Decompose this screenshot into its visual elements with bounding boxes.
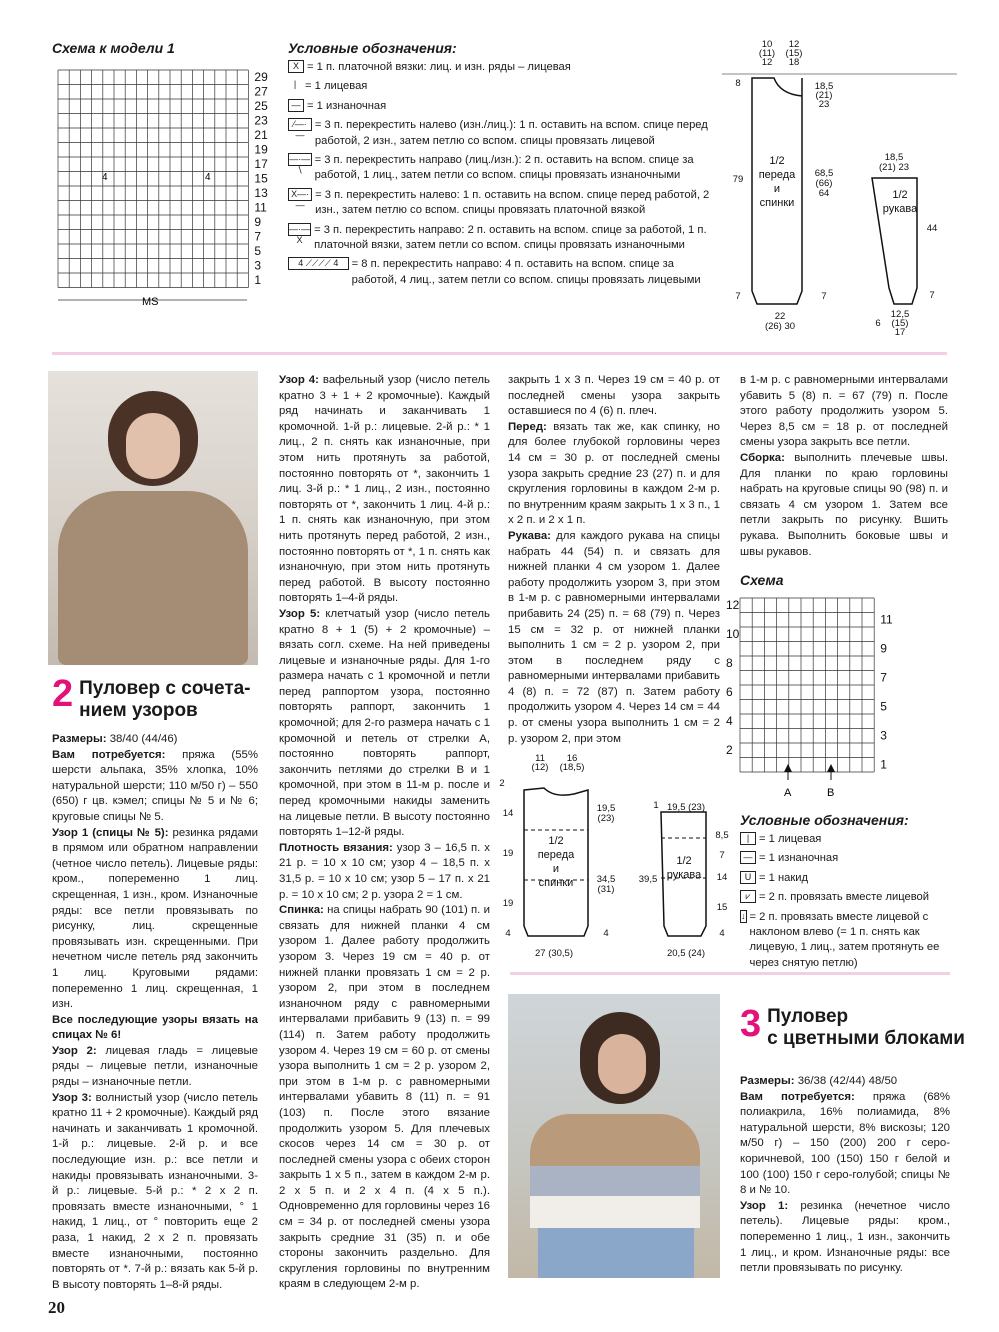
legend1-item: 4 ⟋⟋⟋⟋ 4 = 8 п. перекрестить направо: 4 п. оставить на вспом. спице за работой, 4 лиц., затем петли со вспом. спицы провязать лицевыми <box>288 257 718 288</box>
svg-text:18,5: 18,5 <box>884 152 904 163</box>
article3-title: 3 Пуловер с цветными блоками <box>740 1003 965 1049</box>
face-shape <box>598 1034 646 1094</box>
divider <box>52 352 947 355</box>
arrow-a-label: A <box>784 787 792 799</box>
paragraph-lead: Вам потребуется: <box>740 1090 855 1103</box>
svg-text:(15): (15) <box>891 318 909 329</box>
svg-text:16: 16 <box>566 753 578 764</box>
svg-text:(21) 23: (21) 23 <box>878 162 910 173</box>
knit-icon: | <box>740 832 756 845</box>
paragraph-lead: Узор 5: <box>279 607 321 620</box>
svg-text:и: и <box>773 183 781 195</box>
schema2-row-number: 5 <box>880 699 887 714</box>
article2-title: 2 Пуловер с сочета- нием узоров <box>52 673 251 721</box>
paragraph <box>740 373 948 451</box>
schema1-row-number: 19 <box>254 142 268 157</box>
svg-text:10: 10 <box>761 39 773 50</box>
paragraph-text: выполнить плечевые швы. Для планки по краю горловины набрать на круговые спицы 90 (98) п. и связать 4 см узором 1. Затем все петли закрыть по рисунку. Вшить рукава. Выполнить боковые швы и швы рукавов. <box>740 451 948 558</box>
cross-left-purl-icon: ⁄—·— <box>288 118 312 131</box>
paragraph-text: вафельный узор (число петель кратно 3 + 1 + 2 кромочные). Каждый ряд начинать и заканчивать 1 кромочной. 1-й р.: лицевые. 2-й р.: * 1 лиц., 2 п. снять как изнаночные, при этом нить протянуть за работой, постоянно повторять от *, закончить 1 лиц. 3-й р.: * 1 лиц., 2 изн., постоянно повторять от *, закончить 1 лиц. 4-й р.: 1 п. снять как изнаночную, при этом нить протянуть перед работой, 2 изн., постоянно повторять от *, 1 п. снять как изнаночную, при этом нить протянуть перед работой. В высоту постоянно повторять 1–4-й ряды. <box>279 374 490 605</box>
schema2-row-number: 1 <box>880 757 887 772</box>
cross-left-garter-icon: X—·— <box>288 188 312 201</box>
page-number: 20 <box>48 1298 65 1317</box>
svg-text:64: 64 <box>818 188 830 199</box>
paragraph-lead: Узор 2: <box>52 1044 97 1057</box>
svg-text:переда: переда <box>537 849 575 861</box>
schema1-row-number: 21 <box>254 128 268 142</box>
knit-icon: | <box>293 79 297 90</box>
svg-text:(31): (31) <box>597 884 615 895</box>
svg-text:34,5: 34,5 <box>596 874 616 885</box>
paragraph <box>52 748 258 826</box>
schema2-chart <box>726 596 906 808</box>
cable-8-icon: 4 ⟋⟋⟋⟋ 4 <box>288 257 349 270</box>
legend2 <box>740 832 950 975</box>
sweater-block-white <box>530 1196 700 1228</box>
svg-text:7: 7 <box>719 850 725 861</box>
schema1-row-number: 13 <box>254 186 268 200</box>
schema1-row-number: 3 <box>254 258 262 273</box>
schema1-ms: MS <box>142 296 159 308</box>
svg-text:(11): (11) <box>758 48 776 59</box>
pattern2-diagram <box>496 750 732 968</box>
model-photo-3 <box>508 994 720 1278</box>
svg-text:(26) 30: (26) 30 <box>764 321 796 332</box>
schema1-row-number: 9 <box>254 215 262 229</box>
svg-text:4: 4 <box>603 928 609 939</box>
paragraph-text: узор 3 – 16,5 п. х 21 р. = 10 х 10 см; узор 4 – 18,5 п. х 31,5 р. = 10 х 10 см; узор 5 – 17 п. х 21 р. = 10 х 10 см; 2 р. узора 2 = 1 см. <box>279 841 490 901</box>
paragraph-lead: Сборка: <box>740 451 785 464</box>
schema2-row-number: 11 <box>880 612 893 627</box>
sweater-block-blue <box>530 1166 700 1196</box>
schema2-row-number: 10 <box>726 627 740 641</box>
schema2-row-number: 7 <box>880 670 887 685</box>
schema1-row-number: 23 <box>254 113 268 128</box>
schema2-row-number: 12 <box>726 598 740 612</box>
paragraph <box>740 1199 950 1277</box>
svg-text:1/2: 1/2 <box>676 855 692 867</box>
divider <box>510 972 950 975</box>
legend1-item: X—·— = 3 п. перекрестить налево: 1 п. оставить на вспом. спице перед работой, 2 изн., затем петлю со вспом. спицы провязать платочной вязкой <box>288 188 718 219</box>
svg-text:(21): (21) <box>815 90 833 101</box>
face-shape <box>126 413 180 479</box>
svg-text:1/2: 1/2 <box>548 835 564 847</box>
schema1-row-number: 17 <box>254 157 268 171</box>
paragraph-text: пряжа (55% шерсти альпака, 35% хлопка, 10% натуральной шерсти; 110 м/50 г) – 550 (650) г цв. кэмел; спицы № 5 и № 6; круговые спицы № 5. <box>52 748 258 823</box>
svg-text:рукава: рукава <box>666 869 702 881</box>
k2tog-icon: ⩗ <box>740 890 756 903</box>
sweater-shape <box>58 491 248 665</box>
svg-text:19: 19 <box>502 898 514 909</box>
paragraph-text: резинка рядами в прямом или обратном направлении (четное число петель). Лицевые ряды: кром., попеременно 1 лиц. скрещенная, 1 изн., кром. Изнаночные ряды: все петли провязывать по рисунку, лиц. скрещенные провязывать изн. скрещенными. При нечетном числе петель ряд закончить 1 лиц. Круговыми рядами: попеременно 1 лиц. скрещенная, 1 изн. <box>52 826 258 1011</box>
svg-text:1/2: 1/2 <box>769 155 785 167</box>
schema1-row-number: 11 <box>254 200 267 215</box>
svg-text:2: 2 <box>499 778 505 789</box>
schema2-title: Схема <box>740 572 784 588</box>
legend1-item: —·—X = 3 п. перекрестить направо: 2 п. оставить на вспом. спице за работой, 1 п. платочной вязки, затем петли со вспом. спицы провязать изнаночными <box>289 223 707 252</box>
legend1-title: Условные обозначения: <box>288 40 457 56</box>
paragraph <box>279 903 490 1293</box>
paragraph-lead: Узор 3: <box>52 1091 92 1104</box>
article3-col <box>740 1074 950 1277</box>
paragraph <box>740 1090 950 1199</box>
paragraph-lead: Размеры: <box>740 1075 795 1087</box>
cross-right-purl-icon: —·—∖ <box>289 154 311 176</box>
svg-text:11: 11 <box>535 753 545 764</box>
paragraph <box>508 420 720 529</box>
paragraph <box>279 841 490 903</box>
pattern1-diagram <box>722 36 962 346</box>
paragraph <box>740 451 948 560</box>
paragraph-lead: Узор 4: <box>279 374 319 386</box>
schema1-row-number: 27 <box>254 84 268 99</box>
svg-text:рукава: рукава <box>882 203 918 215</box>
svg-text:44: 44 <box>926 223 938 234</box>
svg-text:1/2: 1/2 <box>892 189 908 201</box>
ssk-icon: ↓ <box>741 910 746 921</box>
paragraph <box>279 607 490 841</box>
paragraph-lead: Все последующие узоры вязать на спицах № 6! <box>52 1013 258 1042</box>
paragraph <box>508 373 720 420</box>
svg-text:1: 1 <box>653 800 659 811</box>
paragraph-text: пряжа (68% полиакрила, 16% полиамида, 8% натуральной шерсти, 8% вискозы; 120 м/50 г) – 150 (200) 200 г серо-коричневой, 100 (150) 150 г белой и 100 (100) 150 г серо-голубой; спицы № 8 и № 10. <box>740 1090 950 1197</box>
paragraph-lead: Узор 1 (спицы № 5): <box>52 826 169 839</box>
paragraph-text: 36/38 (42/44) 48/50 <box>794 1075 898 1087</box>
svg-text:7: 7 <box>929 290 935 301</box>
schema2-row-number: 2 <box>726 743 733 757</box>
paragraph-lead: Вам потребуется: <box>52 748 166 761</box>
arrow-b-label: B <box>827 787 835 799</box>
svg-text:4: 4 <box>719 928 725 939</box>
legend1-item: X = 1 п. платочной вязки: лиц. и изн. ряды – лицевая <box>288 60 718 75</box>
schema1-row-number: 29 <box>254 70 268 84</box>
article2-col4 <box>740 373 948 560</box>
svg-text:(66): (66) <box>815 178 833 189</box>
schema1-row-number: 5 <box>254 244 262 258</box>
svg-text:(12): (12) <box>531 762 549 773</box>
svg-text:14: 14 <box>716 872 728 883</box>
cross-right-garter-icon: —·—X <box>289 223 311 245</box>
paragraph-lead: Размеры: <box>52 733 107 745</box>
paragraph-text: резинка (нечетное число петель). Лицевые ряды: кром., попеременно 1 лиц., 1 изн., закончить 1 лиц., и кром. Изнаночные ряды: все петли провязывать по рисунку. <box>740 1199 950 1275</box>
paragraph-text: на спицы набрать 90 (101) п. и связать для нижней планки 4 см узором 1. Далее работу продолжить узором 3. Через 19 см = 40 р. от нижней планки провязать 1 см = 2 р. узором 2, при этом в последнем изнаночном ряду с равномерными интервалами прибавить 9 (13) п. = 99 (114) п. Затем работу продолжить узором 4. Через 19 см = 60 р. от смены узора выполнить 1 см = 2 р. узором 2, при этом в 1-м р. с равномерными интервалами убавить 8 (11) п. = 91 (103) п. После этого вязание продолжить узором 5. Для плечевых скосов через 14 см = 30 р. от последней смены узора с обеих сторон закрыть 1 х 5 п., затем в каждом 2-м р. 2 х 5 п. и 2 х 4 п. (4 х 5 п.). Одновременно для горловины через 16 см = 34 р. от последней смены узора закрыть средние 31 (35) п. и обе стороны закончить раздельно. Для скругления горловины по внутренним краям в следующем 2-м р. <box>279 904 490 1291</box>
schema2-row-number: 3 <box>880 728 887 743</box>
svg-text:7: 7 <box>821 291 827 302</box>
paragraph-text: для каждого рукава на спицы набрать 44 (54) п. и связать для нижней планки 4 см узором 1. Далее работу продолжить узором 3, при этом в 1-м р. с равномерными интервалами прибавить 24 (25) п. = 68 (79) п. Через 15 см = 32 р. от нижней планки выполнить 1 см = 2 р. узором 2, при этом в последнем ряду с равномерными интервалами прибавить 4 (8) п. = 72 (87) п. Затем работу продолжить узором 4. Через 14 см = 44 р. от смены узора выполнить 1 см = 2 р. узором 2, при этом <box>508 529 720 745</box>
svg-text:12: 12 <box>761 57 773 68</box>
paragraph <box>52 1091 258 1294</box>
schema2-row-number: 6 <box>726 685 733 699</box>
paragraph <box>52 1044 258 1091</box>
model-photo-2 <box>48 371 258 665</box>
svg-text:27 (30,5): 27 (30,5) <box>534 948 574 959</box>
paragraph-lead: Узор 1: <box>740 1199 789 1212</box>
svg-text:8,5: 8,5 <box>715 830 729 841</box>
svg-text:14: 14 <box>502 808 514 819</box>
paragraph-text: закрыть 1 х 3 п. Через 19 см = 40 р. от последней смены узора закрыть оставшиеся по 4 (6) п. плеч. <box>508 374 720 418</box>
article2-col3 <box>508 373 720 747</box>
schema1-title: Схема к модели 1 <box>52 40 175 56</box>
paragraph-lead: Перед: <box>508 420 547 433</box>
legend2-item: | = 1 лицевая <box>740 832 950 847</box>
legend2-item: ↓ = 2 п. провязать вместе лицевой с наклоном влево (= 1 п. снять как лицевую, 1 лиц., затем протянуть ее через снятую петлю) <box>741 910 940 969</box>
svg-text:15: 15 <box>716 902 728 913</box>
paragraph-text: волнистый узор (число петель кратно 11 + 2 кромочные). Каждый ряд начинать и заканчивать 1 кромочной. 1-й р.: лицевые. 2-й р. и все последующие изн. р.: все петли и накиды провязывать изнаночными. 3-й р.: лицевые. 5-й р.: * 2 х 2 п. провязать вместе изнаночными, ° 1 накид, 1 лиц., от ° повторить еще 2 раза, 1 накид, 2 х 2 п. провязать вместе изнаночными, постоянно повторять от *. 7-й р.: вязать как 5-й р. В высоту повторять 1–8-й ряды. <box>52 1091 258 1291</box>
paragraph <box>740 1074 950 1090</box>
schema1-row-number: 7 <box>254 229 262 244</box>
paragraph-text: 38/40 (44/46) <box>106 733 178 745</box>
svg-text:(23): (23) <box>597 813 615 824</box>
legend2-item: — = 1 изнаночная <box>740 851 950 866</box>
paragraph <box>52 1013 258 1044</box>
legend1-item: — = 1 изнаночная <box>288 99 718 114</box>
sweater-block-brown <box>530 1114 700 1166</box>
svg-text:(15): (15) <box>785 48 803 59</box>
yarn-over-icon: U <box>740 871 756 884</box>
svg-text:23: 23 <box>818 99 830 110</box>
schema2-row-number: 4 <box>726 714 733 728</box>
schema2-row-number: 8 <box>726 656 733 670</box>
svg-text:7: 7 <box>735 291 741 302</box>
svg-text:19,5: 19,5 <box>596 803 616 814</box>
legend1 <box>288 60 718 292</box>
svg-text:68,5: 68,5 <box>814 168 834 179</box>
paragraph-text: вязать так же, как спинку, но для более глубокой горловины через 14 см = 30 р. от последней смены узора закрыть средние 23 (27) п. и для скругления горловины в каждом 2-м р. по внутренним краям закрыть 1 х 3 п., 1 х 2 п. и 2 х 1 п. <box>508 420 720 527</box>
schema1-row-number: 15 <box>254 171 268 186</box>
svg-text:12,5: 12,5 <box>890 309 910 320</box>
svg-text:(18,5): (18,5) <box>559 762 585 773</box>
purl-icon: — <box>288 99 304 112</box>
article2-col1 <box>52 732 258 1293</box>
svg-text:спинки: спинки <box>538 877 574 889</box>
schema1-row-number: 1 <box>254 273 262 287</box>
legend1-item: ⁄—·— = 3 п. перекрестить налево (изн./лиц.): 1 п. оставить на вспом. спице перед работой, 2 изн., затем петлю со вспом. спицы провязать лицевой <box>288 118 718 149</box>
svg-text:79: 79 <box>732 174 744 185</box>
article2-col2 <box>279 373 490 1293</box>
svg-text:19,5 (23): 19,5 (23) <box>666 802 706 813</box>
svg-text:19: 19 <box>502 848 514 859</box>
svg-text:18: 18 <box>788 57 800 68</box>
svg-text:4: 4 <box>505 928 511 939</box>
svg-text:22: 22 <box>774 311 786 322</box>
pants-shape <box>538 1228 694 1278</box>
paragraph-text: клетчатый узор (число петель кратно 8 + 1 (5) + 2 кромочные) – вязать согл. схеме. На ней приведены лицевые и изнаночные ряды. Для 1-го размера начать с 1 кромочной и петли перед раппортом узора, постоянно повторять раппорт, закончить 1 кромочной; для 2-го размера начать с 1 кромочной и петель от стрелки А, постоянно повторять раппорт, закончить петлями до стрелки В и 1 кромочной, при этом в 11-м р. после и перед кромочными накиды заменить на лицевые петли. В высоту постоянно повторять 1–12-й ряды. <box>279 607 490 839</box>
schema2-row-number: 9 <box>880 641 887 656</box>
paragraph-lead: Плотность вязания: <box>279 841 393 854</box>
schema1-row-number: 25 <box>254 99 268 113</box>
svg-text:8: 8 <box>735 78 741 89</box>
svg-text:39,5: 39,5 <box>638 874 658 885</box>
svg-text:переда: переда <box>758 169 796 181</box>
paragraph-text: лицевая гладь = лицевые ряды – лицевые петли, изнаночные ряды – изнаночные петли. <box>52 1044 258 1089</box>
legend2-item: U = 1 накид <box>740 871 950 886</box>
schema1-chart <box>52 68 282 308</box>
paragraph-text: в 1-м р. с равномерными интервалами убавить 5 (8) п. = 67 (79) п. После этого работу продолжить узором 5. Через 8,5 см = 18 р. от последней смены узора закрыть все петли. <box>740 374 948 449</box>
schema1-inner-num: 4 <box>102 172 108 183</box>
paragraph <box>279 373 490 607</box>
svg-text:6: 6 <box>875 318 881 329</box>
legend2-item: ⩗ = 2 п. провязать вместе лицевой <box>740 890 950 905</box>
paragraph-lead: Рукава: <box>508 529 551 542</box>
legend1-item: —·—∖ = 3 п. перекрестить направо (лиц./изн.): 2 п. оставить на вспом. спице за работой, 1 лиц., затем петли со вспом. спицы провязать изнаночными <box>289 154 694 182</box>
svg-text:17: 17 <box>894 327 906 338</box>
purl-icon: — <box>740 851 756 864</box>
svg-text:18,5: 18,5 <box>814 81 834 92</box>
paragraph <box>52 732 258 748</box>
paragraph <box>508 529 720 747</box>
schema1-inner-num: 4 <box>205 172 211 183</box>
svg-text:12: 12 <box>788 39 800 50</box>
svg-text:спинки: спинки <box>759 197 795 209</box>
svg-text:и: и <box>552 863 560 875</box>
legend1-item: | = 1 лицевая <box>288 79 718 94</box>
legend2-title: Условные обозначения: <box>740 812 909 828</box>
garter-stitch-icon: X <box>288 60 304 73</box>
paragraph-lead: Спинка: <box>279 904 324 917</box>
svg-text:20,5 (24): 20,5 (24) <box>666 948 706 959</box>
paragraph <box>52 826 258 1013</box>
